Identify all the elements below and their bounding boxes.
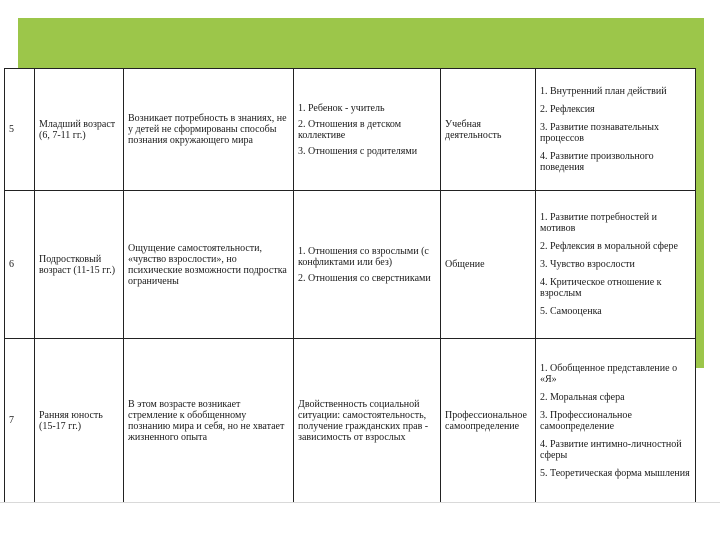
relations-cell [294, 339, 441, 503]
neoformation-item: 5. Теоретическая форма мышления [540, 467, 690, 479]
table-row [5, 69, 696, 191]
relations-item: 3. Отношения с родителями [298, 145, 418, 157]
neoformation-item: 3. Развитие познавательных процессов [540, 122, 659, 144]
relations-item: 2. Отношения в детском коллективе [298, 118, 402, 141]
neoformation-item: 1. Развитие потребностей и мотивов [540, 212, 657, 234]
age-periods-table [4, 68, 696, 503]
table-row [5, 339, 696, 503]
neoformation-item: 2. Рефлексия в моральной сфере [540, 241, 678, 252]
leading-activity-cell: Профессиональное самоопределение [441, 339, 536, 503]
leading-activity-cell: Учебная деятельность [441, 69, 536, 191]
row-number: 5 [5, 69, 35, 191]
header-band [18, 18, 704, 68]
neoformation-item: 4. Критическое отношение к взрослым [540, 277, 662, 299]
social-situation-cell: В этом возрасте возникает стремление к обобщенному познанию мира и себя, но не хватает жизненного опыта [124, 339, 294, 503]
social-situation-cell: Возникает потребность в знаниях, не у детей не сформированы способы познания окружающего мира [124, 69, 294, 191]
relations-item: 1. Ребенок - учитель [298, 102, 385, 114]
bottom-divider [0, 502, 720, 503]
relations-cell [294, 69, 441, 191]
relations-cell [294, 191, 441, 339]
age-period-cell: Младший возраст (6, 7-11 гг.) [35, 69, 124, 191]
neoformation-item: 4. Развитие произвольного поведения [540, 151, 654, 173]
neoformation-item: 2. Моральная сфера [540, 391, 625, 403]
neoformations-cell [536, 191, 696, 339]
neoformation-item: 2. Рефлексия [540, 104, 595, 115]
accent-side-bar [695, 68, 704, 368]
neoformation-item: 3. Чувство взрослости [540, 259, 635, 270]
social-situation-cell: Ощущение самостоятельности, «чувство взрослости», но психические возможности подростка ограничены [124, 191, 294, 339]
row-number: 7 [5, 339, 35, 503]
neoformation-item: 4. Развитие интимно-личностной сферы [540, 438, 682, 461]
neoformation-item: 3. Профессиональное самоопределение [540, 409, 632, 432]
neoformation-item: 1. Обобщенное представление о «Я» [540, 362, 678, 385]
age-period-cell: Ранняя юность (15-17 гг.) [35, 339, 124, 503]
neoformation-item: 5. Самооценка [540, 306, 602, 317]
relations-item: 1. Отношения со взрослыми (с конфликтами или без) [298, 245, 429, 268]
neoformations-cell [536, 69, 696, 191]
row-number: 6 [5, 191, 35, 339]
table-row [5, 191, 696, 339]
neoformations-cell [536, 339, 696, 503]
age-period-cell: Подростковый возраст (11-15 гг.) [35, 191, 124, 339]
relations-item: Двойственность социальной ситуации: самостоятельность, получение гражданских прав - зависимость от взрослых [298, 398, 429, 443]
leading-activity-cell: Общение [441, 191, 536, 339]
relations-item: 2. Отношения со сверстниками [298, 272, 431, 284]
neoformation-item: 1. Внутренний план действий [540, 86, 667, 97]
